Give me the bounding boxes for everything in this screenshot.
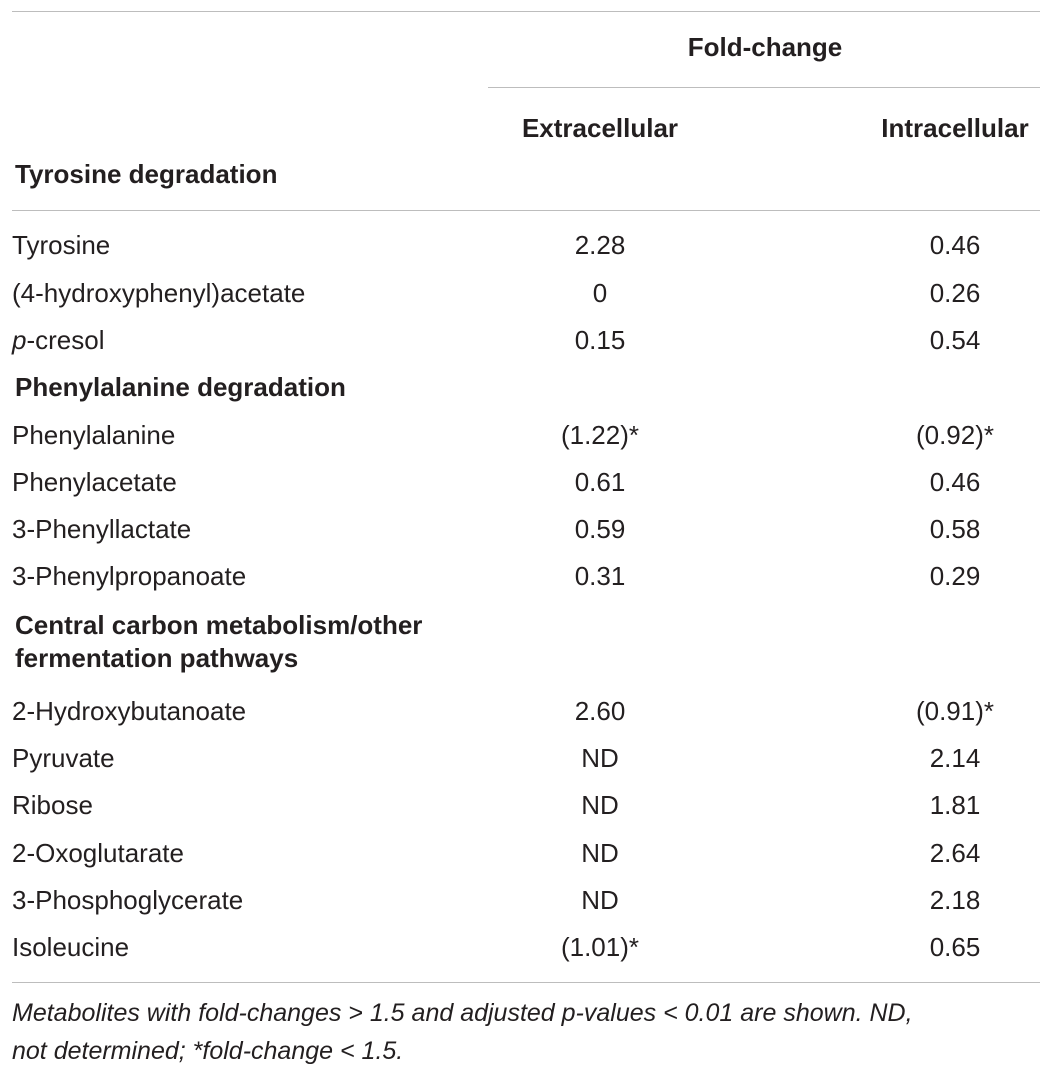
- row-extracellular: ND: [581, 790, 619, 820]
- row-intracellular: 0.54: [929, 325, 981, 355]
- row-intracellular: 2.14: [929, 743, 981, 773]
- row-name-italic-prefix: p: [12, 325, 27, 355]
- row-name: 3-Phenyllactate: [12, 514, 192, 544]
- row-intracellular: (0.91)*: [915, 696, 995, 726]
- row-name: Pyruvate: [12, 743, 115, 773]
- row-intracellular: 0.29: [929, 561, 981, 591]
- row-name: 3-Phosphoglycerate: [12, 885, 244, 915]
- row-intracellular: 1.81: [929, 790, 981, 820]
- row-name: [12, 325, 104, 355]
- row-name: 3-Phenylpropanoate: [12, 561, 247, 591]
- row-name-suffix: -cresol: [26, 325, 105, 355]
- fold-change-underline: [488, 87, 1040, 88]
- footnote-line: not determined; *fold-change < 1.5.: [12, 1037, 404, 1065]
- section-title-phenylalanine: Phenylalanine degradation: [15, 372, 346, 402]
- row-name: Ribose: [12, 790, 93, 820]
- row-extracellular: 0.31: [574, 561, 626, 591]
- section-title-central-carbon: [15, 609, 422, 675]
- table-footnote: [12, 994, 1042, 1070]
- row-extracellular: ND: [581, 838, 619, 868]
- column-header-intracellular: Intracellular: [881, 113, 1029, 143]
- row-name: 2-Oxoglutarate: [12, 838, 184, 868]
- row-intracellular: 0.26: [929, 278, 981, 308]
- row-extracellular: 2.28: [574, 230, 626, 260]
- section-title-line: Central carbon metabolism/other: [15, 610, 423, 640]
- column-header-extracellular: Extracellular: [521, 113, 679, 143]
- row-extracellular: ND: [581, 743, 619, 773]
- row-intracellular: 0.46: [929, 467, 981, 497]
- row-intracellular: 2.64: [929, 838, 981, 868]
- row-extracellular: 0.61: [574, 467, 626, 497]
- fold-change-header: Fold-change: [687, 32, 843, 62]
- row-intracellular: 2.18: [929, 885, 981, 915]
- row-name: 2-Hydroxybutanoate: [12, 696, 247, 726]
- row-extracellular: 0: [592, 278, 608, 308]
- row-intracellular: 0.58: [929, 514, 981, 544]
- row-extracellular: 0.59: [574, 514, 626, 544]
- table-bottom-rule: [12, 982, 1040, 983]
- row-intracellular: (0.92)*: [915, 420, 995, 450]
- footnote-line: Metabolites with fold-changes > 1.5 and adjusted p-values < 0.01 are shown. ND,: [12, 999, 913, 1027]
- row-extracellular: ND: [581, 885, 619, 915]
- section-title-line: fermentation pathways: [15, 643, 299, 673]
- row-extracellular: 0.15: [574, 325, 626, 355]
- row-name: Isoleucine: [12, 932, 130, 962]
- row-name: Phenylacetate: [12, 467, 177, 497]
- header-bottom-rule: [12, 210, 1040, 211]
- row-extracellular: 2.60: [574, 696, 626, 726]
- row-intracellular: 0.65: [929, 932, 981, 962]
- row-intracellular: 0.46: [929, 230, 981, 260]
- row-name: Phenylalanine: [12, 420, 176, 450]
- section-title-tyrosine: Tyrosine degradation: [15, 159, 278, 189]
- row-extracellular: (1.01)*: [560, 932, 640, 962]
- row-name: (4-hydroxyphenyl)acetate: [12, 278, 306, 308]
- row-name: Tyrosine: [12, 230, 111, 260]
- table-top-rule: [12, 11, 1040, 12]
- row-extracellular: (1.22)*: [560, 420, 640, 450]
